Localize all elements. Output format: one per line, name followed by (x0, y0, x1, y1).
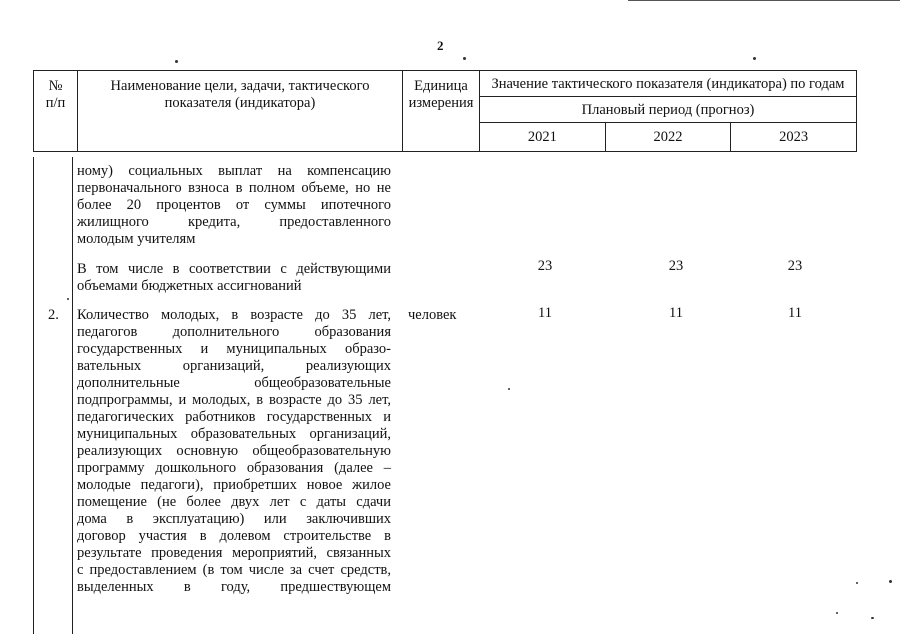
text-line: более 20 процентов от суммы ипотечного (77, 197, 391, 213)
scan-speck (175, 60, 178, 63)
row-unit: человек (408, 307, 457, 323)
text-line: ному) социальных выплат на компенсацию (77, 163, 391, 179)
scan-speck (871, 617, 874, 619)
text-line: помещение (не более двух лет с даты сдачи (77, 494, 391, 510)
header-planning-period: Плановый период (прогноз) (480, 97, 857, 123)
column-border-number (72, 157, 73, 634)
header-unit-column (403, 71, 480, 152)
header-number-line-1: № (48, 78, 63, 94)
text-line: жилищного кредита, предоставленного (77, 214, 391, 230)
text-line: объемами бюджетных ассигнований (77, 278, 302, 294)
text-line: договор участия в долевом строительстве в (77, 528, 391, 544)
scan-speck (856, 582, 858, 584)
text-line: первоначального взноса в полном объеме, но не (77, 180, 391, 196)
scan-speck (836, 612, 838, 614)
text-line: результате проведения мероприятий, связанных (77, 545, 391, 561)
row-including-text (77, 261, 391, 295)
text-line: реализующих основную общеобразовательную (77, 443, 391, 459)
table-header (33, 70, 857, 152)
row-number: 2. (48, 307, 59, 323)
scan-speck (67, 298, 69, 300)
scan-speck (753, 57, 756, 60)
scan-speck (508, 388, 510, 390)
row-indicator-text (77, 307, 391, 596)
header-unit-line-1: Единица (414, 78, 468, 94)
value-2023: 23 (787, 258, 803, 274)
scan-edge-line (628, 0, 900, 1)
text-line: молодые педагоги), приобретших новое жилое (77, 477, 391, 493)
value-2021: 23 (537, 258, 553, 274)
header-year-2022: 2022 (605, 123, 731, 152)
text-line: Количество молодых, в возрасте до 35 лет, (77, 307, 391, 323)
text-line: с предоставлением (в том числе за счет средств, (77, 562, 391, 578)
text-line: педагогических работников государственных и (77, 409, 391, 425)
header-number-column (34, 71, 78, 152)
text-line: молодым учителям (77, 231, 196, 247)
text-line: дома в эксплуатацию) или заключивших (77, 511, 391, 527)
header-year-2023: 2023 (731, 123, 857, 152)
value-2023: 11 (788, 305, 802, 321)
header-name-line-2: показателя (индикатора) (164, 95, 316, 111)
text-line: выделенных в году, предшествующем (77, 579, 391, 595)
scan-speck (463, 57, 466, 60)
page-number: 2 (437, 38, 444, 53)
text-line: программу дошкольного образования (далее – (77, 460, 391, 476)
value-2022: 11 (669, 305, 683, 321)
header-name-column (78, 71, 403, 152)
column-border-left (33, 157, 34, 634)
text-line: педагогов дополнительного образования (77, 324, 391, 340)
text-line: государственных и муниципальных образо- (77, 341, 391, 357)
text-line: В том числе в соответствии с действующими (77, 261, 391, 277)
header-number-line-2: п/п (45, 95, 66, 111)
text-line: муниципальных образовательных организаций, (77, 426, 391, 442)
text-line: вательных организаций, реализующих (77, 358, 391, 374)
header-name-line-1: Наименование цели, задачи, тактического (110, 78, 370, 94)
text-line: подпрограммы, и молодых, в возрасте до 35 лет, (77, 392, 391, 408)
value-2021: 11 (538, 305, 552, 321)
header-values-title: Значение тактического показателя (индикатора) по годам (480, 71, 857, 97)
header-year-2021: 2021 (480, 123, 606, 152)
header-unit-line-2: измерения (408, 95, 474, 111)
text-line: дополнительные общеобразовательные (77, 375, 391, 391)
scan-speck (889, 580, 892, 583)
row-continuation-text (77, 163, 391, 248)
value-2022: 23 (668, 258, 684, 274)
